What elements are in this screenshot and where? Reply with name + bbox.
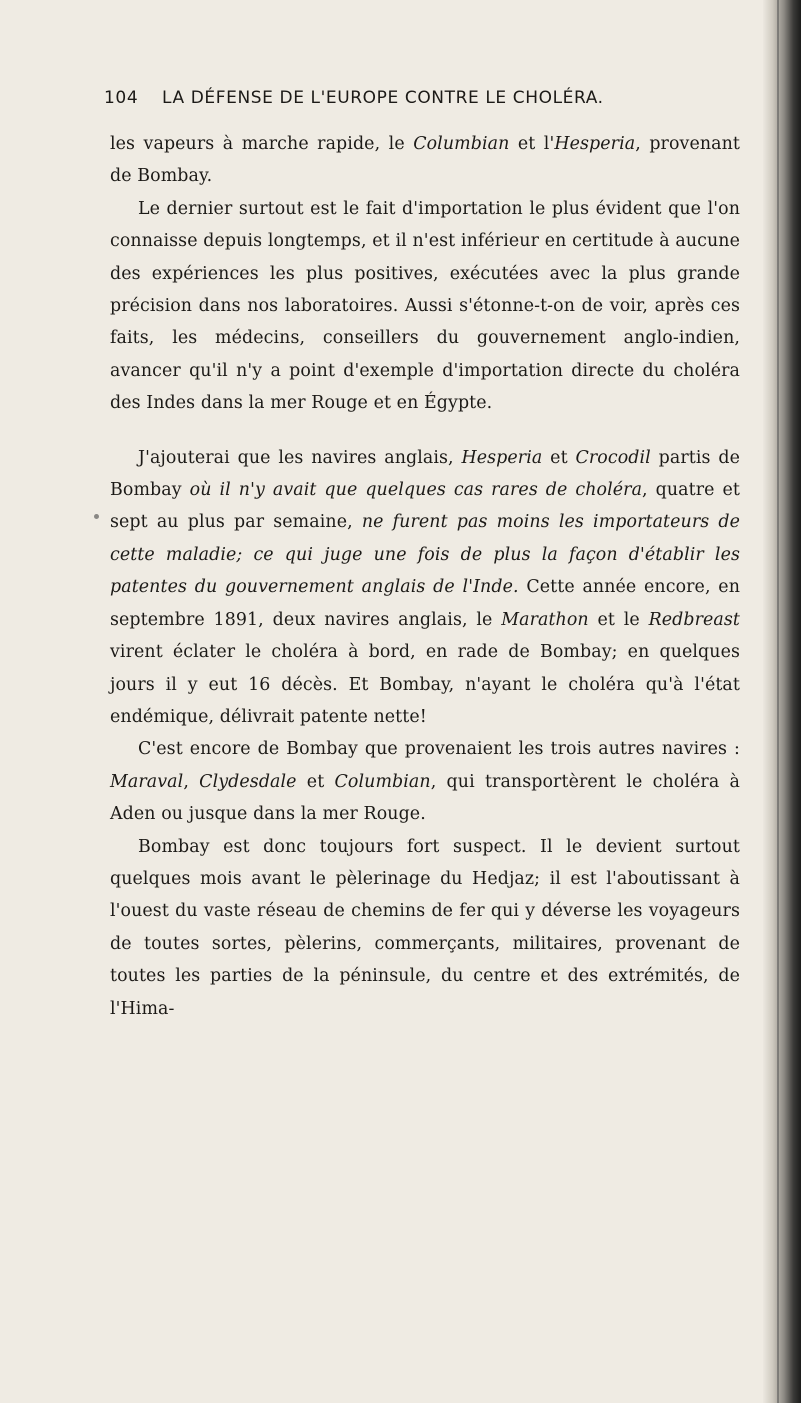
text-run: , quatre et sept au plus par semaine, — [110, 480, 740, 533]
italic-run: Columbian — [413, 134, 510, 154]
binding-fold-line — [777, 0, 779, 1403]
text-run: Cette année encore, en septembre 1891, deux navires anglais, le — [110, 577, 740, 630]
text-run: et — [296, 771, 335, 792]
italic-run: ne furent pas moins les importateurs de cette maladie; ce qui juge une fois de plus la façon d'établir les patentes du gouvernement anglais de l'Inde. — [110, 512, 741, 598]
text-run: et — [542, 447, 576, 468]
paragraph — [110, 128, 740, 193]
italic-run: Crocodil — [575, 447, 651, 468]
italic-run: Maraval — [110, 771, 184, 792]
text-run: J'ajouterai que les navires anglais, — [138, 447, 462, 468]
ink-speck — [94, 514, 99, 519]
book-binding-edge — [763, 0, 801, 1403]
paragraph — [110, 733, 740, 830]
paragraph — [110, 193, 740, 420]
page-number: 104 — [104, 88, 139, 108]
italic-run: Marathon — [501, 609, 589, 630]
text-run: Le dernier surtout est le fait d'importation le plus évident que l'on connaisse depuis longtemps, et il n'est inférieur en certitude à aucune des expériences les plus positives, exécutées avec la plus grande précision dans nos laboratoires. Aussi s'étonne-t-on de voir, après ces faits, les médecins, conseillers du gouvernement anglo-indien, avancer qu'il n'y a point d'exemple d'importation directe du choléra des Indes dans la mer Rouge et en Égypte. — [110, 198, 740, 414]
text-run: , — [183, 771, 200, 792]
paragraph — [110, 442, 740, 734]
italic-run: Clydesdale — [199, 771, 297, 792]
text-run: partis de Bombay — [110, 447, 740, 501]
text-run: les vapeurs à marche rapide, le — [110, 134, 414, 154]
running-title: LA DÉFENSE DE L'EUROPE CONTRE LE CHOLÉRA. — [162, 88, 604, 108]
italic-run: où il n'y avait que quelques cas rares de choléra — [189, 480, 643, 501]
italic-run: Redbreast — [648, 609, 741, 630]
running-header — [104, 88, 744, 118]
text-run: , provenant de Bombay. — [110, 134, 741, 187]
text-run: Bombay est donc toujours fort suspect. Il le devient surtout quelques mois avant le pèlerinage du Hedjaz; il est l'aboutissant à l'ouest du vaste réseau de chemins de fer qui y déverse les voyageurs de toutes sortes, pèlerins, commerçants, militaires, provenant de toutes les parties de la péninsule, du centre et des extrémités, de l'Hima- — [110, 836, 740, 1019]
text-run: et l' — [509, 134, 555, 154]
italic-run: Hesperia — [554, 134, 636, 154]
text-run: C'est encore de Bombay que provenaient les trois autres navires : — [138, 739, 740, 760]
italic-run: Columbian — [334, 771, 431, 792]
text-run: virent éclater le choléra à bord, en rade de Bombay; en quelques jours il y eut 16 décès. Et Bombay, n'ayant le choléra qu'à l'état endémique, délivrait patente nette! — [110, 642, 740, 727]
text-run: et le — [588, 609, 649, 630]
italic-run: Hesperia — [461, 447, 543, 468]
text-run: , qui transportèrent le choléra à Aden ou jusque dans la mer Rouge. — [110, 771, 740, 825]
body-text — [110, 128, 740, 1025]
paragraph — [110, 831, 740, 1025]
